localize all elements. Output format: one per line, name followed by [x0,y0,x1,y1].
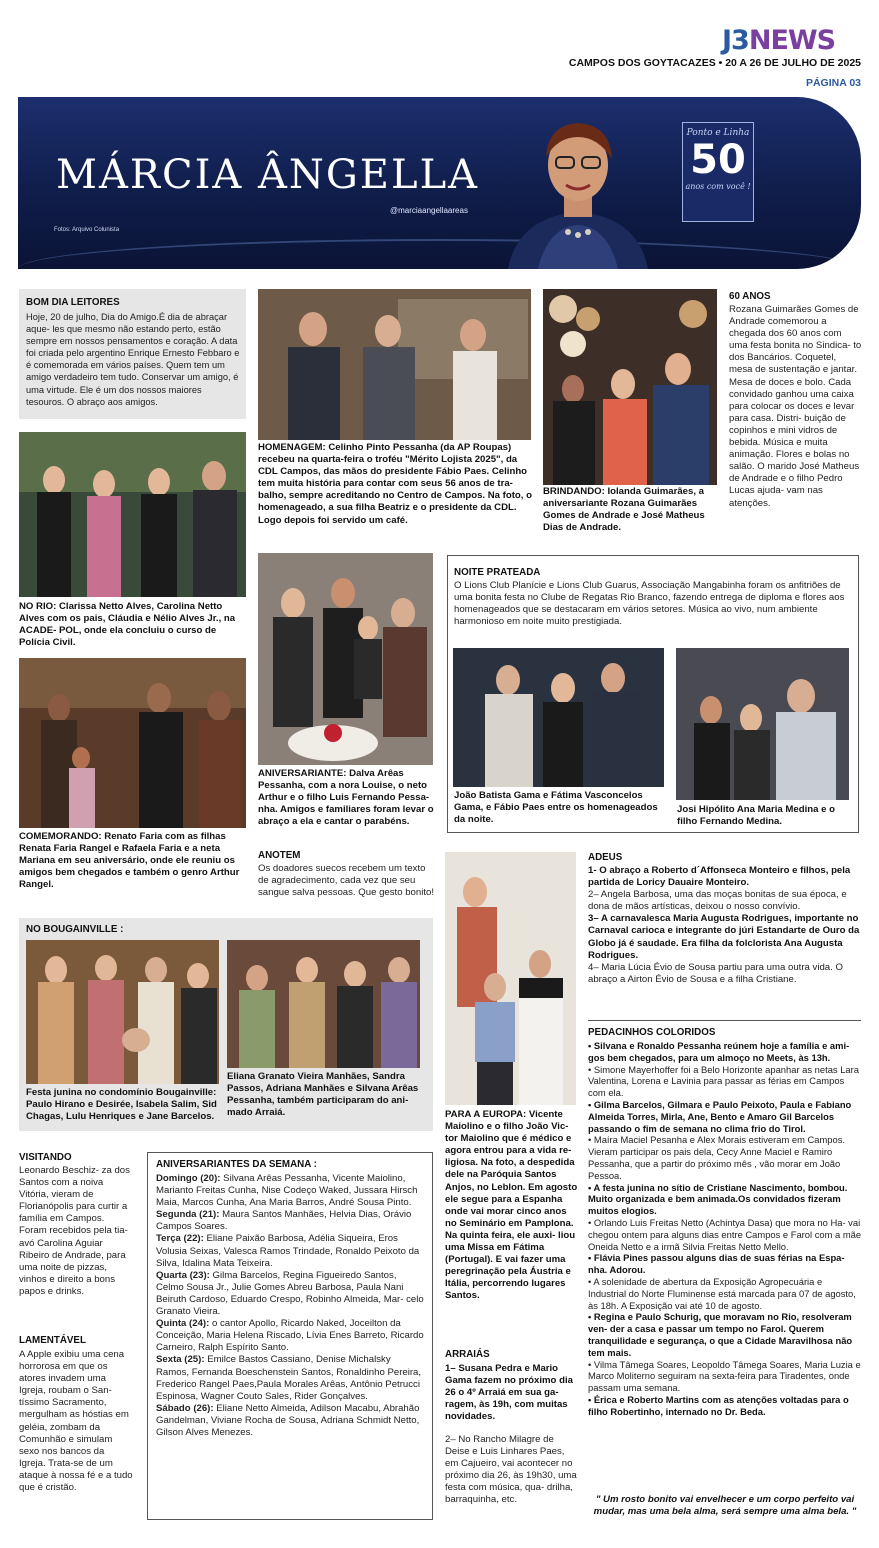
bom-dia-text: Hoje, 20 de julho, Dia do Amigo.É dia de abraçar aque- les que mesmo não estando perto, estão sempre em nossos pensamentos e coração. A data foi criada pelo argentino Enrique Ernesto Febbaro e é comemorada em vários países. Quem tem um amigo verdadeiro tem tudo. Conservar um amigo, é uma virtude. Ele é um dos nossos maiores tesouros. O abraço aos amigos. [26,312,240,407]
sessenta-text: Rozana Guimarães Gomes de Andrade comemorou a chegada dos 60 anos com uma festa bonita no Sindica- to dos Bancários. Coquetel, mesa de sustentação e jantar. Mesa de doces e bolo. Cada convidado ganhou uma caixa para colocar os doces e levar para casa. Distri- buição de copinhos e mini vidros de bebida. Música e muita animação. Flores e bolas no salão. O marido José Matheus de Andrade e o filho Pedro Lucas ajuda- vam nas atenções. [729,304,862,509]
photo-europa [445,852,576,1105]
photo-no-rio [19,432,246,597]
photo-noite-1 [453,648,664,787]
arraias-item-1: 1– Susana Pedra e Mario Gama fazem no próximo dia 26 o 4º Arraiá em sua ga- ragem, às 19h, com muitas novidades. [445,1363,573,1423]
noite-caption-2: Josi Hipólito Ana Maria Medina e o filho Fernando Medina. [677,804,835,828]
europa-caption: PARA A EUROPA: Vicente Maiolino e o filho João Vic- tor Maiolino que é médico e agora entrou para a vida re- ligiosa. Na foto, a despedida dele na Paróquia Santos Anjos, no Leblon. Em agosto ele segue para a Espanha onde vai morar cinco anos no Seminário em Pamplona. Na quinta feira, ele auxi- liou uma Missa em Fátima (Portugal). E vai fazer uma peregrinação pela Áustria e Itália, percorrendo lugares Santos. [445,1109,578,1302]
adeus-list [588,865,862,986]
photo-bougainville-1 [26,940,219,1084]
homenagem-caption: HOMENAGEM: Celinho Pinto Pessanha (da AP Roupas) recebeu na quarta-feira o troféu "Mérito Lojista 2025", da CDL Campos, das mãos do presidente Fábio Paes. Celinho tem muita história para contar com seus 56 anos de tra- balho, sempre acreditando no Centro de Campos. Na foto, o homenageado, a sua filha Beatriz e o presidente da CDL. Logo depois foi servido um café. [258,442,532,526]
page-number: PÁGINA 03 [805,77,861,89]
visitando-text: Leonardo Beschiz- za dos Santos com a noiva Vitória, vieram de Florianópolis para curtir a família em Campos. Foram recebidos pela tia-avó Carolina Aguiar Ribeiro de Andrade, para uma noite de pizzas, vinhos e direito a bons papos e drinks. [19,1165,130,1297]
instagram-handle: @marciaangellaareas [390,206,468,215]
bom-dia-title: BOM DIA LEITORES [26,297,120,308]
pedacinho-item: • Maíra Maciel Pesanha e Alex Morais estiveram em Campos. Vieram participar os pais dela, Cecy Anne Maciel e Ramiro Pessanha, que a partir do próximo mês , vão morar em João Pessoa. [588,1134,846,1181]
pedacinho-item: • Simone Mayerhoffer foi a Belo Horizonte apanhar as netas Lara Valentina, Lorena e Lavinia para passar as férias em Campos com ela. [588,1063,859,1099]
visitando-title: VISITANDO [19,1152,72,1163]
anniversary-stamp: Ponto e Linha 50 anos com você ! [682,122,754,222]
arraias-title: ARRAIÁS [445,1349,490,1360]
birthday-day: Domingo (20): Silvana Arêas Pessanha, Vicente Maiolino, Marianto Freitas Cunha, Nise Codeço Waked, Jussara Hirsch Maia, Marcos Cunha, Ana Maria Barros, André Sousa Pinto. [156,1173,418,1209]
birthday-day: Quinta (24): o cantor Apollo, Ricardo Naked, Joceilton da Conceição, Maria Helena Riscado, Lívia Enes Barreto, Ricardo Carneiro, Ralph Espírito Santo. [156,1318,424,1354]
pedacinho-item: • A solenidade de abertura da Exposição Agropecuária e Industrial do Norte Fluminense está marcada para 07 de agosto, às 18h. A Exposição vai até 10 de agosto. [588,1275,856,1311]
bougainville-caption-1: Festa junina no condomínio Bougainville: Paulo Hirano e Desirée, Isabela Salim, Sid Chagas, Lulu Henriques e Jane Barcelos. [26,1087,217,1123]
photo-credit: Fotos: Arquivo Colunista [54,227,120,233]
closing-quote: " Um rosto bonito vai envelhecer e um corpo perfeito vai mudar, mas uma bela alma, será sempre uma alma bela. " [593,1494,857,1518]
column-title: MÁRCIA ÂNGELLA [56,152,480,198]
lamentavel-title: LAMENTÁVEL [19,1335,86,1346]
birthday-day: Sexta (25): Emilce Bastos Cassiano, Denise Michalsky Ramos, Fernanda Boeschenstein Santos, Ronaldinho Pereira, Frederico Rangel Paes,Paula Morales Arêas, Antônio Petrucci Espinosa, Wagner Couto Sales, Rider Gonçalves. [156,1354,422,1402]
dateline: CAMPOS DOS GOYTACAZES • 20 A 26 DE JULHO DE 2025 [568,57,861,69]
brindando-caption: BRINDANDO: Iolanda Guimarães, a aniversariante Rozana Guimarães Gomes de Andrade e José Matheus Dias de Andrade. [543,486,705,534]
noite-title: NOITE PRATEADA [454,567,541,578]
photo-comemorando [19,658,246,828]
lamentavel-text: A Apple exibiu uma cena horrorosa em que os atores invadem uma Igreja, roubam o San- tíssimo Sacramento, mergulham as hóstias em geléia, zombam da Comunhão e simulam sexo nos bancos da Igreja. Trata-se de um ataque à nossa fé e a tudo que é cristão. [19,1349,133,1494]
pedacinho-item: • Gilma Barcelos, Gilmara e Paulo Peixoto, Paula e Fabiano Almeida Torres, Mirla, Ane, Bento e Amaro Gil Barcelos passando o fim de semana no clima frio do Tirol. [588,1098,852,1134]
birthday-day: Quarta (23): Gilma Barcelos, Regina Figueiredo Santos, Celmo Sousa Jr., Julie Gomes Abreu Barbosa, Paula Nani Beiruth Cardoso, Eduardo Crespo, Robinho Almeida, Mar- celo Granato Vieira. [156,1269,424,1318]
adeus-item: 1- O abraço a Roberto d´Affonseca Monteiro e filhos, pela partida de Loricy Dauaire Monteiro. [588,865,851,889]
aniversariantes-title: ANIVERSARIANTES DA SEMANA : [156,1159,317,1170]
photo-brindando [543,289,717,485]
adeus-item: 3– A carnavalesca Maria Augusta Rodrigues, importante no Carnaval carioca e integrante do júri Estandarte de Ouro da Globo já é saudade. Era filha da folclorista Ana Augusta Rodrigues. [588,913,860,961]
comemorando-caption: COMEMORANDO: Renato Faria com as filhas Renata Faria Rangel e Rafaela Faria e a neta Mariana em seu aniversário, onde ele reuniu os amigos bem chegados e também o genro Arthur Rangel. [19,831,240,891]
photo-homenagem [258,289,531,440]
adeus-item: 4– Maria Lúcia Évio de Sousa partiu para uma outra vida. O abraço a Airton Évio de Sousa e a filha Cristiane. [588,961,843,985]
photo-bougainville-2 [227,940,420,1068]
sessenta-title: 60 ANOS [729,291,771,302]
divider [588,1020,861,1021]
anotem-title: ANOTEM [258,850,301,861]
arraias-item-2: 2– No Rancho Milagre de Deise e Luis Linhares Paes, em Cajueiro, vai acontecer no próximo dia 26, às 19h30, uma festa com música, qua- drilha, barraquinha, etc. [445,1434,577,1506]
pedacinho-item: • Flávia Pines passou alguns dias de suas férias na Espa- nha. Adorou. [588,1252,845,1276]
bougainville-caption-2: Eliana Granato Vieira Manhães, Sandra Passos, Adriana Manhães e Silvana Arêas Pessanha, também participaram do ani- mado Arraiá. [227,1071,419,1119]
birthday-day: Sábado (26): Eliane Netto Almeida, Adilson Macabu, Abrahão Gandelman, Viviane Rocha de Sousa, Adriana Schmidt Netto, Gilson Alves Menezes. [156,1402,420,1438]
pedacinho-item: • Silvana e Ronaldo Pessanha reúnem hoje a família e ami- gos bem chegados, para um almoço no Meets, às 13h. [588,1040,850,1063]
pedacinhos-title: PEDACINHOS COLORIDOS [588,1027,716,1038]
pedacinho-item: • Regina e Paulo Schurig, que moravam no Rio, resolveram ven- der a casa e passar um tempo no Farol. Querem tranquilidade e segurança, o que a Cidade Maravilhosa não tem mais. [588,1311,853,1358]
aniversariantes-list [156,1173,426,1439]
aniversariante-caption: ANIVERSARIANTE: Dalva Arêas Pessanha, com a nora Louise, o neto Arthur e o filho Luis Fernando Pessa- nha. Amigos e familiares foram levar o abraço a ela e cantar o parabéns. [258,768,434,828]
birthday-day: Terça (22): Eliane Paixão Barbosa, Adélia Siqueira, Eros Volusia Seixas, Valesca Ramos Trindade, Ronaldo Peixoto da Silva, Idalina Mata Teixeira. [156,1233,420,1269]
pedacinhos-list [588,1040,862,1418]
columnist-portrait [498,107,658,269]
adeus-item: 2– Angela Barbosa, uma das moças bonitas de sua época, e dona de mãos artísticas, deixou o nosso convívio. [588,889,847,913]
noite-caption-1: João Batista Gama e Fátima Vasconcelos Gama, e Fábio Paes entre os homenageados da noite. [454,790,658,826]
pedacinho-item: • Orlando Luis Freitas Netto (Achintya Dasa) que mora no Ha- vai chegou ontem para alguns dias entre Campos e Farol com a mãe Oneida Netto e a irmã Silvia Freitas Netto Mello. [588,1216,862,1252]
noite-text: O Lions Club Planície e Lions Club Guarus, Associação Mangabinha foram os anfitriões de uma bonita festa no Clube de Regatas Rio Branco, fazendo entrega de diploma e flores aos homenageados que se destacaram em vários setores. Música ao vivo, num ambiente harmonioso em noite muito prestigiada. [454,580,845,628]
pedacinho-item: • Vilma Tâmega Soares, Leopoldo Tâmega Soares, Maria Luzia e Marco Moliterno seguiram na sexta-feira para Tiradentes, onde passam uma semana. [588,1358,861,1394]
photo-aniversariante [258,553,433,765]
photo-noite-2 [676,648,849,800]
j3news-logo: J3NEWS [722,25,836,56]
adeus-title: ADEUS [588,852,623,863]
anotem-text: Os doadores suecos recebem um texto de agradecimento, cada vez que seu sangue salva pessoas. Que gesto bonito! [258,863,435,899]
column-banner [18,97,861,269]
pedacinho-item: • A festa junina no sítio de Cristiane Nascimento, bombou. Muito organizada e bem animada.Os convidados fizeram muitos elogios. [588,1181,848,1217]
no-rio-caption: NO RIO: Clarissa Netto Alves, Carolina Netto Alves com os pais, Cláudia e Nélio Alves Jr., na ACADE- POL, onde ela concluiu o curso de Polícia Civil. [19,601,236,649]
bougainville-title: NO BOUGAINVILLE : [26,924,124,935]
birthday-day: Segunda (21): Maura Santos Manhães, Helvia Dias, Orávio Campos Soares. [156,1209,412,1233]
pedacinho-item: • Érica e Roberto Martins com as atenções voltadas para o filho Robertinho, internado no Dr. Beda. [588,1393,849,1417]
